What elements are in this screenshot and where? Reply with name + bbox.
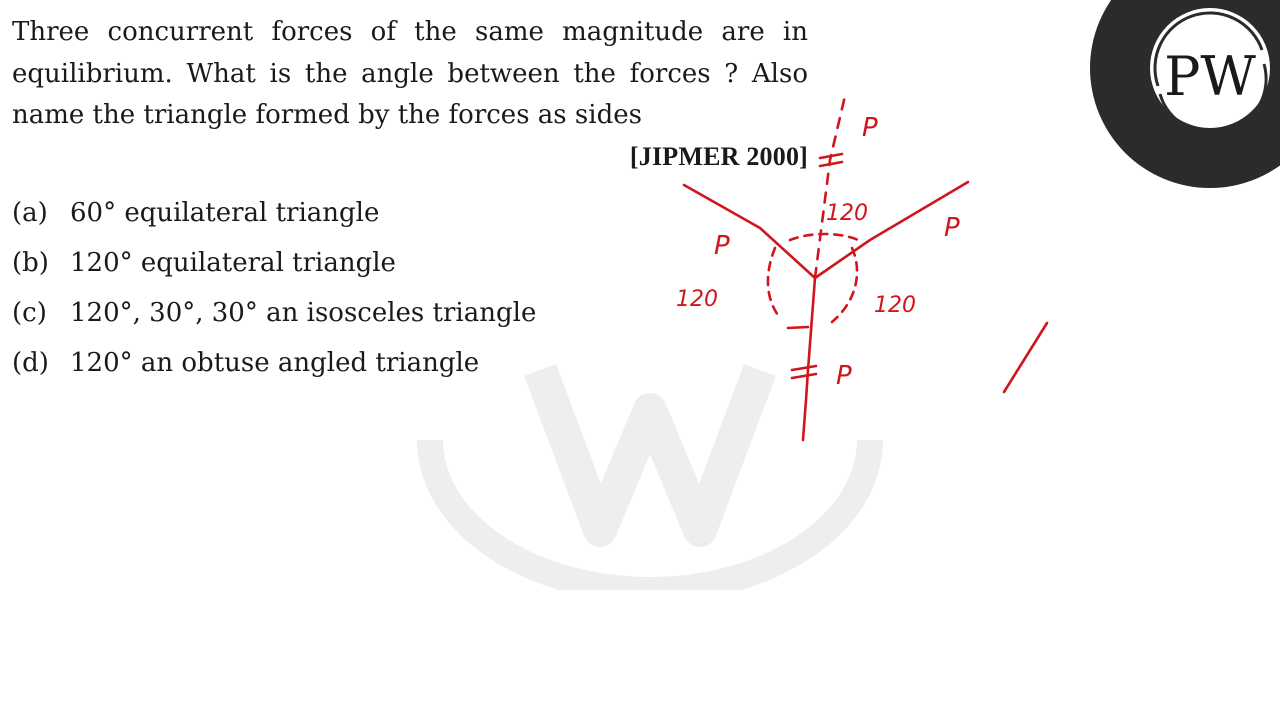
pw-logo xyxy=(1088,0,1280,190)
force-label: P xyxy=(944,213,960,243)
angle-label: 120 xyxy=(676,287,718,312)
force-label: P xyxy=(862,113,878,143)
force-line-down xyxy=(803,278,815,440)
question-text: Three concurrent forces of the same magnitude are in equilibrium. What is the angle between the forces ? Also name the triangle formed by the forces as sides xyxy=(12,17,808,130)
option-text: 120° an obtuse angled triangle xyxy=(70,348,480,378)
option-letter: (a) xyxy=(12,198,48,228)
option-text: 60° equilateral triangle xyxy=(70,198,380,228)
dashed-extension xyxy=(815,96,845,278)
option-letter: (b) xyxy=(12,248,49,278)
option-letter: (c) xyxy=(12,298,47,328)
pw-logo-letters: PW xyxy=(1164,45,1256,108)
force-label: P xyxy=(714,231,730,261)
force-line-left xyxy=(684,185,815,278)
angle-label: 120 xyxy=(826,201,868,226)
angle-arc xyxy=(790,234,858,240)
stray-stroke xyxy=(1004,323,1047,392)
tick-mark xyxy=(792,366,816,378)
angle-arc xyxy=(768,248,780,318)
force-label: P xyxy=(836,361,852,391)
tick-mark xyxy=(788,327,808,328)
angle-label: 120 xyxy=(874,293,916,318)
option-letter: (d) xyxy=(12,348,49,378)
option-text: 120° equilateral triangle xyxy=(70,248,396,278)
question-source: [JIPMER 2000] xyxy=(629,142,808,171)
option-text: 120°, 30°, 30° an isosceles triangle xyxy=(70,298,537,328)
